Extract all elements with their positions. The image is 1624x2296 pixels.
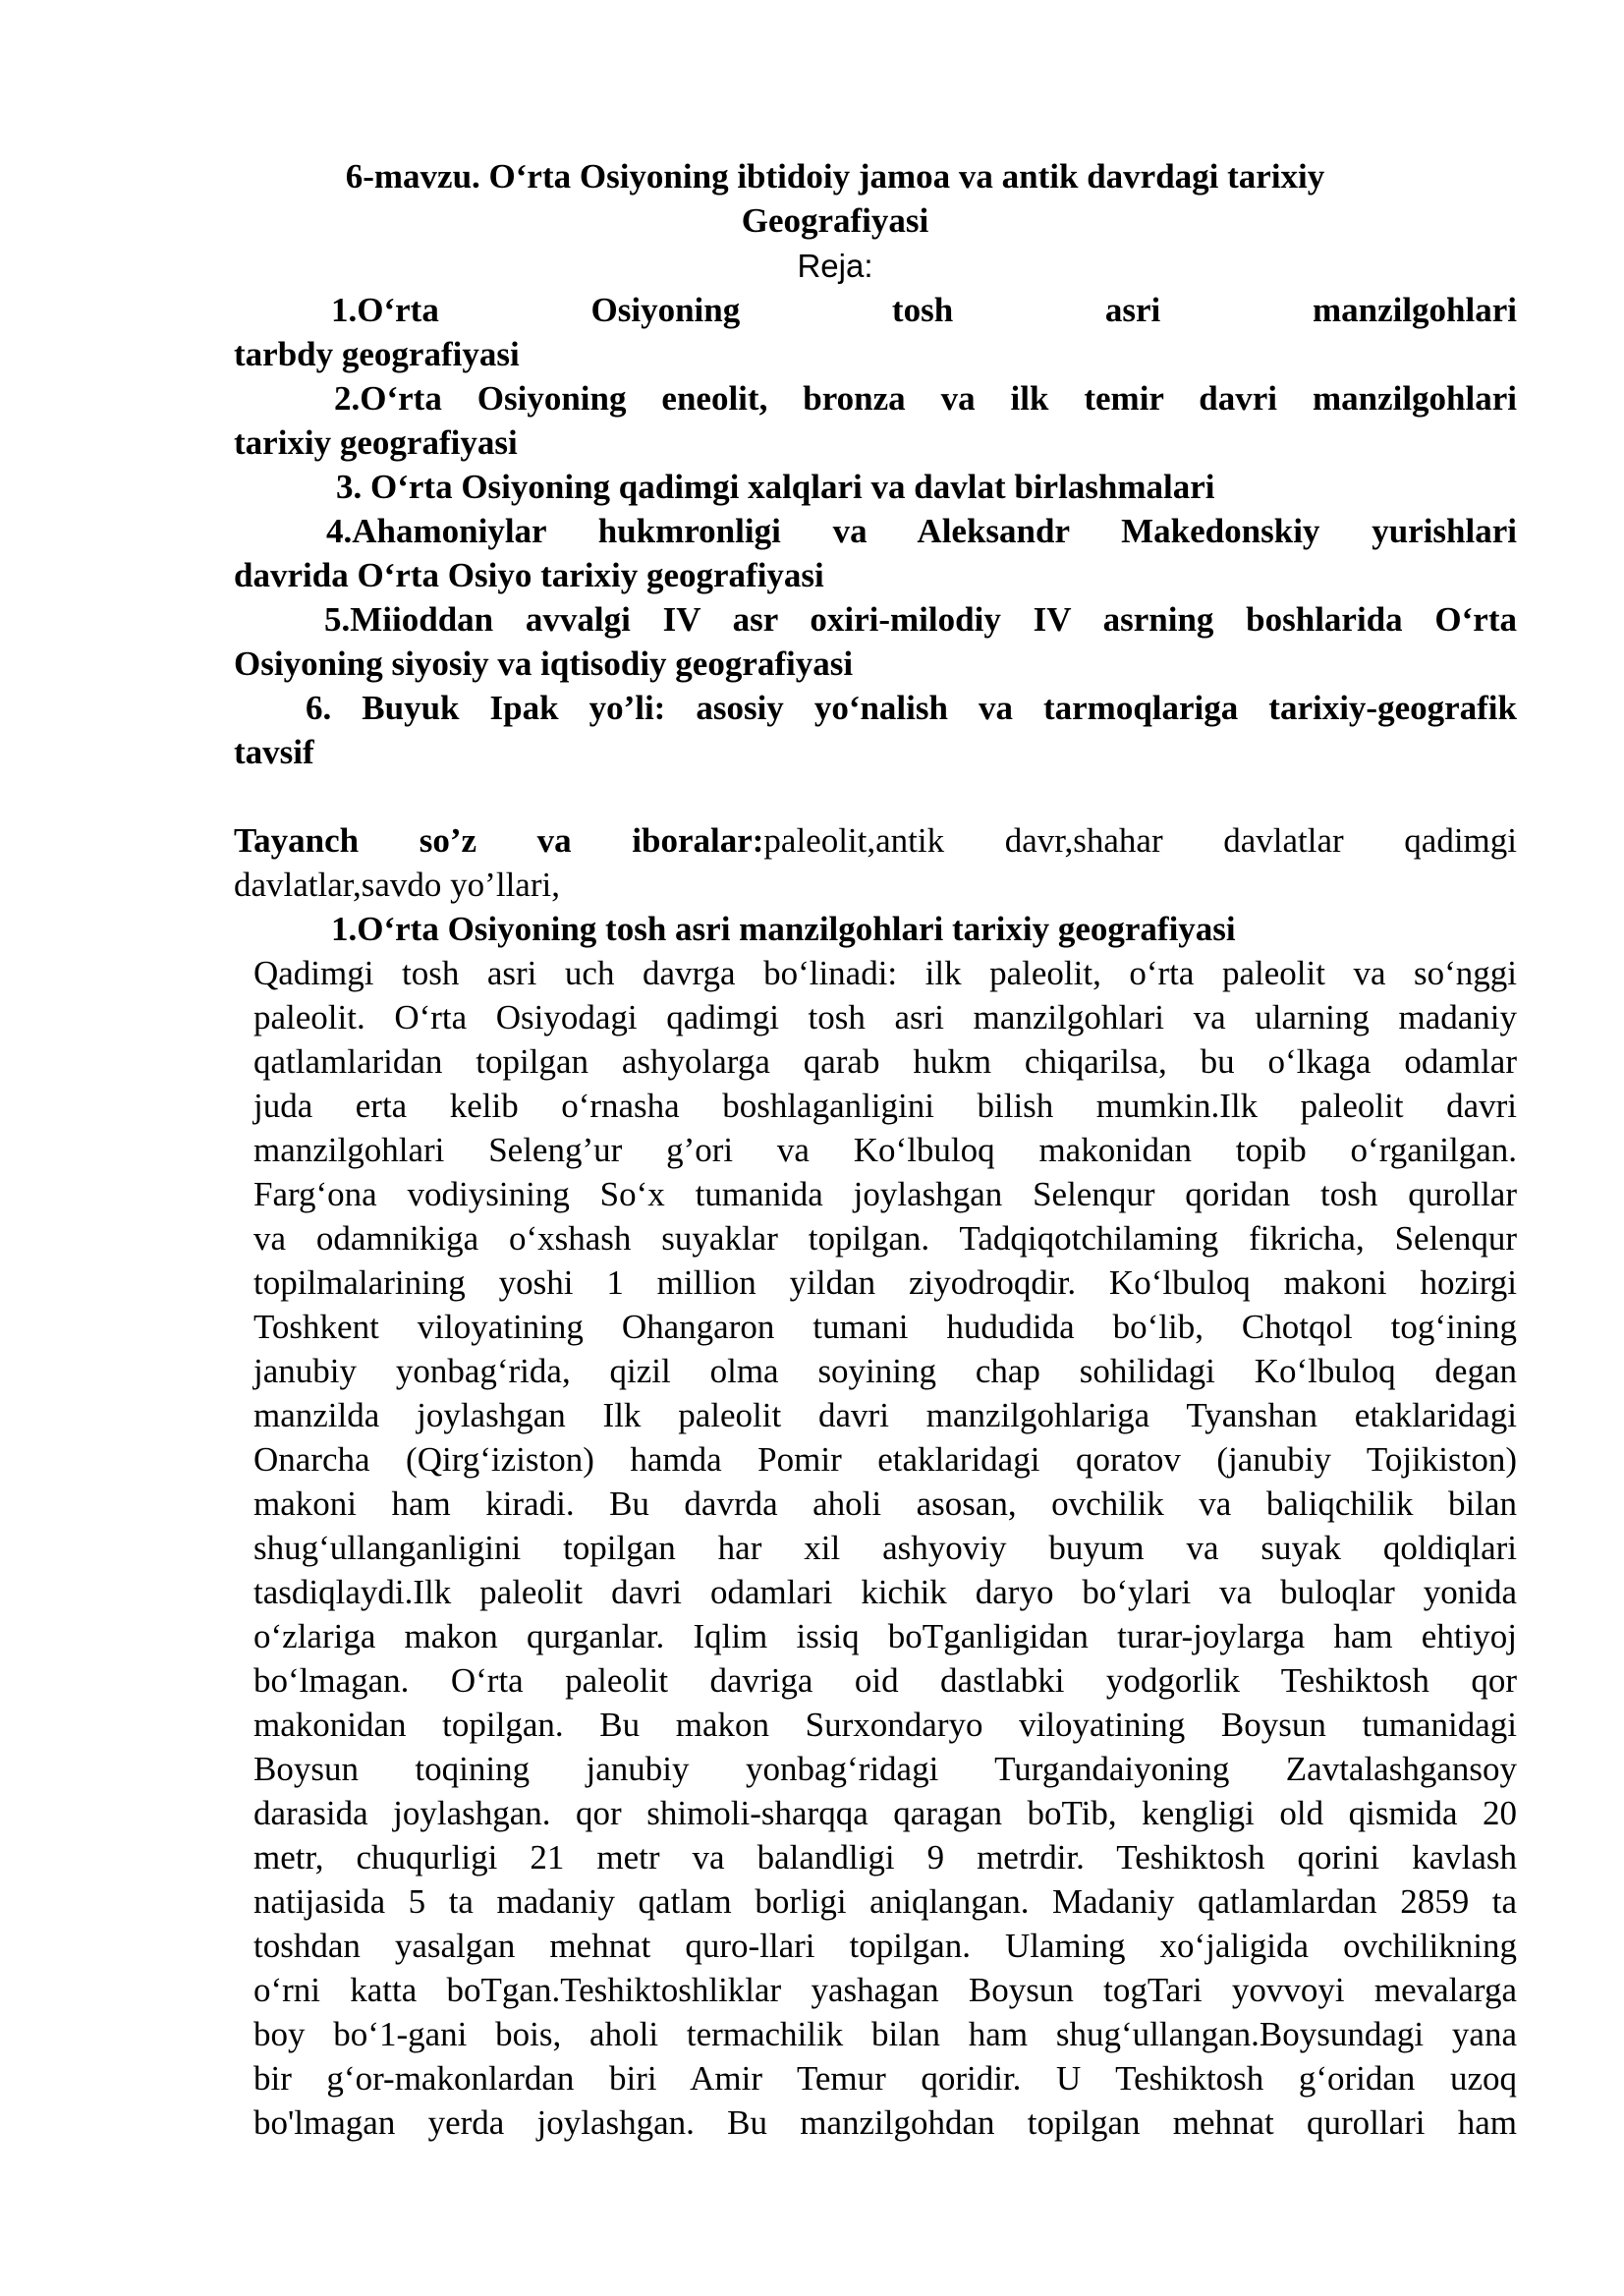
plan-item-2-line-1: 2.O‘rta Osiyoning eneolit, bronza va ilk temir davri manzilgohlari xyxy=(334,379,1517,418)
keywords-label: Tayanch so’z va iboralar: xyxy=(234,821,764,860)
body-line: topilmalarining yoshi 1 million yildan ziyodroqdir. Ko‘lbuloq makoni hozirgi xyxy=(253,1263,1517,1302)
keywords-line-1 xyxy=(234,818,1517,863)
body-line: qatlamlaridan topilgan ashyolarga qarab hukm chiqarilsa, bu o‘lkaga odamlar xyxy=(253,1042,1517,1081)
section-1-heading: 1.O‘rta Osiyoning tosh asri manzilgohlari tarixiy geografiyasi xyxy=(331,910,1236,948)
body-line: boy bo‘1-gani bois, aholi termachilik bilan ham shug‘ullangan.Boysundagi yana xyxy=(253,2015,1517,2053)
body-line: manzilda joylashgan Ilk paleolit davri manzilgohlariga Tyanshan etaklaridagi xyxy=(253,1396,1517,1434)
body-line: va odamnikiga o‘xshash suyaklar topilgan. Tadqiqotchilaming fikricha, Selenqur xyxy=(253,1219,1517,1258)
body-line: o‘zlariga makon qurganlar. Iqlim issiq boTganligidan turar-joylarga ham ehtiyoj xyxy=(253,1617,1517,1655)
body-line: darasida joylashgan. qor shimoli-sharqqa qaragan boTib, kengligi old qismida 20 xyxy=(253,1794,1517,1832)
plan-item-6-line-2: tavsif xyxy=(234,733,314,771)
keywords-list: paleolit,antik davr,shahar davlatlar qadimgi xyxy=(763,821,1517,860)
body-line: Toshkent viloyatining Ohangaron tumani hududida bo‘lib, Chotqol tog‘ining xyxy=(253,1308,1517,1346)
body-line: tasdiqlaydi.Ilk paleolit davri odamlari kichik daryo bo‘ylari va buloqlar yonida xyxy=(253,1573,1517,1611)
plan-item-4-line-1: 4.Ahamoniylar hukmronligi va Aleksandr Makedonskiy yurishlari xyxy=(326,512,1517,550)
document-title-line-2: Geografiyasi xyxy=(741,201,929,240)
body-line: Qadimgi tosh asri uch davrga bo‘linadi: ilk paleolit, o‘rta paleolit va so‘nggi xyxy=(253,954,1517,992)
body-line: paleolit. O‘rta Osiyodagi qadimgi tosh asri manzilgohlari va ularning madaniy xyxy=(253,998,1517,1036)
plan-item-5-line-1: 5.Miioddan avvalgi IV asr oxiri-milodiy IV asrning boshlarida O‘rta xyxy=(324,600,1517,639)
body-line: o‘rni katta boTgan.Teshiktoshliklar yashagan Boysun togTari yovvoyi mevalarga xyxy=(253,1971,1517,2009)
plan-item-5-line-2: Osiyoning siyosiy va iqtisodiy geografiyasi xyxy=(234,644,854,683)
plan-item-1-line-2: tarbdy geografiyasi xyxy=(234,335,520,373)
plan-item-4-line-2: davrida O‘rta Osiyo tarixiy geografiyasi xyxy=(234,556,824,594)
body-line: janubiy yonbag‘rida, qizil olma soyining chap sohilidagi Ko‘lbuloq degan xyxy=(253,1352,1517,1390)
keywords-line-2: davlatlar,savdo yo’llari, xyxy=(234,866,560,904)
plan-item-2-line-2: tarixiy geografiyasi xyxy=(234,423,518,462)
body-line: manzilgohlari Seleng’ur g’ori va Ko‘lbuloq makonidan topib o‘rganilgan. xyxy=(253,1131,1517,1169)
body-line: juda erta kelib o‘rnasha boshlaganligini bilish mumkin.Ilk paleolit davri xyxy=(253,1087,1517,1125)
body-line: natijasida 5 ta madaniy qatlam borligi aniqlangan. Madaniy qatlamlardan 2859 ta xyxy=(253,1882,1517,1921)
plan-item-3: 3. O‘rta Osiyoning qadimgi xalqlari va davlat birlashmalari xyxy=(336,468,1215,506)
body-line: Farg‘ona vodiysining So‘x tumanida joylashgan Selenqur qoridan tosh qurollar xyxy=(253,1175,1517,1213)
plan-label: Reja: xyxy=(797,248,873,284)
body-line: bo'lmagan yerda joylashgan. Bu manzilgohdan topilgan mehnat qurollari ham xyxy=(253,2103,1517,2142)
plan-item-1-line-1: 1.O‘rta Osiyoning tosh asri manzilgohlari xyxy=(331,291,1517,329)
body-line: metr, chuqurligi 21 metr va balandligi 9 metrdir. Teshiktosh qorini kavlash xyxy=(253,1838,1517,1876)
body-line: makonidan topilgan. Bu makon Surxondaryo viloyatining Boysun tumanidagi xyxy=(253,1706,1517,1744)
body-line: shug‘ullanganligini topilgan har xil ashyoviy buyum va suyak qoldiqlari xyxy=(253,1529,1517,1567)
body-line: makoni ham kiradi. Bu davrda aholi asosan, ovchilik va baliqchilik bilan xyxy=(253,1484,1517,1523)
body-line: bir g‘or-makonlardan biri Amir Temur qoridir. U Teshiktosh g‘oridan uzoq xyxy=(253,2059,1517,2098)
body-line: Boysun toqining janubiy yonbag‘ridagi Turgandaiyoning Zavtalashgansoy xyxy=(253,1750,1517,1788)
plan-item-6-line-1: 6. Buyuk Ipak yo’li: asosiy yo‘nalish va tarmoqlariga tarixiy-geografik xyxy=(306,689,1517,727)
body-line: toshdan yasalgan mehnat quro-llari topilgan. Ulaming xo‘jaligida ovchilikning xyxy=(253,1927,1517,1965)
body-line: bo‘lmagan. O‘rta paleolit davriga oid dastlabki yodgorlik Teshiktosh qor xyxy=(253,1661,1517,1700)
body-line: Onarcha (Qirg‘iziston) hamda Pomir etaklaridagi qoratov (janubiy Tojikiston) xyxy=(253,1440,1517,1479)
document-title-line-1: 6-mavzu. O‘rta Osiyoning ibtidoiy jamoa va antik davrdagi tarixiy xyxy=(345,157,1325,196)
